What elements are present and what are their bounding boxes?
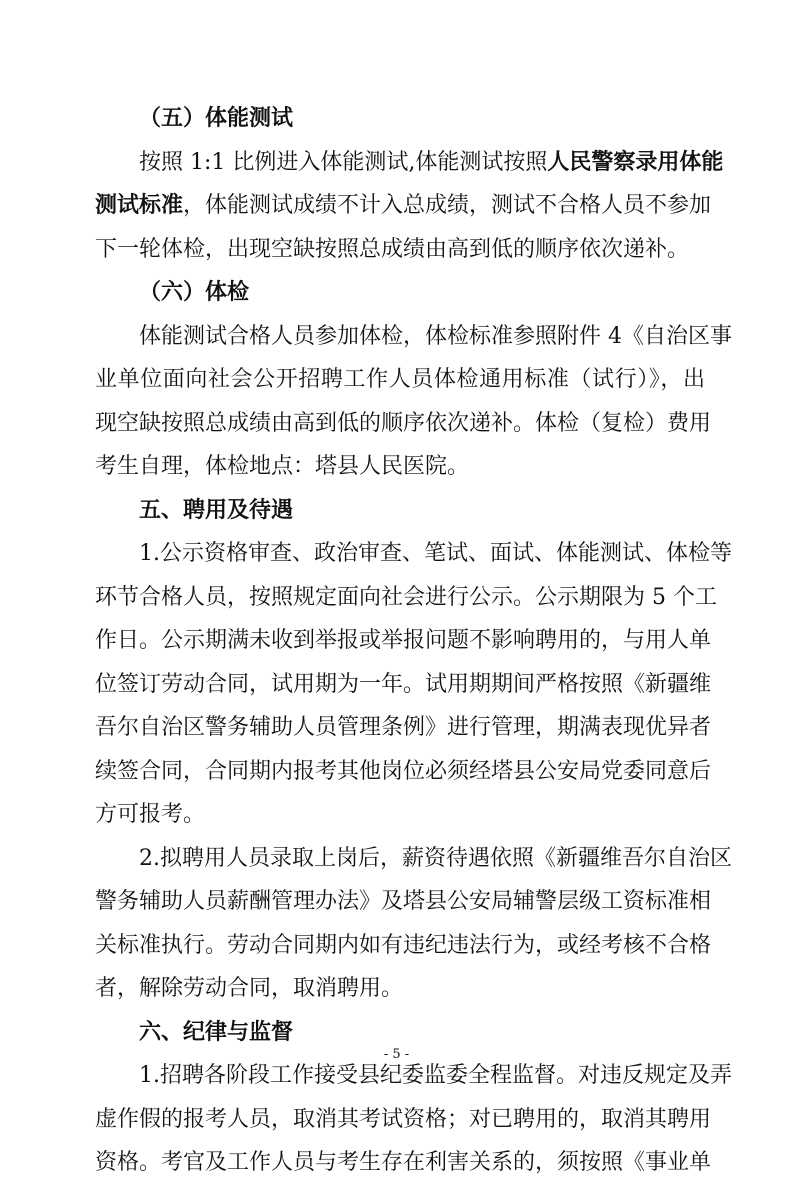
section-heading: 五、聘用及待遇 xyxy=(139,497,294,523)
paragraph-line: 关标准执行。劳动合同期内如有违纪违法行为，或经考核不合格 xyxy=(95,932,712,958)
paragraph-line: 虚作假的报考人员，取消其考试资格；对已聘用的，取消其聘用 xyxy=(95,1106,712,1132)
section-heading: 六、纪律与监督 xyxy=(139,1019,294,1045)
paragraph-line: 现空缺按照总成绩由高到低的顺序依次递补。体检（复检）费用 xyxy=(95,410,712,436)
paragraph-line: 环节合格人员，按照规定面向社会进行公示。公示期限为 5 个工 xyxy=(95,584,717,610)
paragraph-line: 考生自理，体检地点：塔县人民医院。 xyxy=(95,454,470,479)
paragraph-line: 吾尔自治区警务辅助人员管理条例》进行管理，期满表现优异者 xyxy=(95,715,712,740)
paragraph-line: 位签订劳动合同，试用期为一年。试用期期间严格按照《新疆维 xyxy=(95,671,712,697)
paragraph-line: 按照 1:1 比例进入体能测试,体能测试按照人民警察录用体能 xyxy=(139,149,724,175)
paragraph-line: 续签合同，合同期内报考其他岗位必须经塔县公安局党委同意后 xyxy=(95,758,712,784)
paragraph-line: 者，解除劳动合同，取消聘用。 xyxy=(95,976,404,1001)
section-heading: （五）体能测试 xyxy=(139,106,294,131)
paragraph-line: 下一轮体检，出现空缺按照总成绩由高到低的顺序依次递补。 xyxy=(95,236,690,262)
paragraph-line: 方可报考。 xyxy=(95,802,206,827)
paragraph-line: 测试标准，体能测试成绩不计入总成绩，测试不合格人员不参加 xyxy=(95,193,712,218)
paragraph-line: 1.招聘各阶段工作接受县纪委监委全程监督。对违反规定及弄 xyxy=(139,1063,732,1088)
page-number: - 5 - xyxy=(383,1047,410,1062)
paragraph-line: 2.拟聘用人员录取上岗后，薪资待遇依照《新疆维吾尔自治区 xyxy=(139,845,732,871)
paragraph-line: 警务辅助人员薪酬管理办法》及塔县公安局辅警层级工资标准相 xyxy=(95,889,712,914)
document-body xyxy=(95,103,732,1191)
paragraph-line: 业单位面向社会公开招聘工作人员体检通用标准（试行）》，出 xyxy=(95,367,705,392)
bold-text: 测试标准 xyxy=(95,193,184,218)
section-heading: （六）体检 xyxy=(139,280,250,305)
paragraph-line: 资格。考官及工作人员与考生存在利害关系的，须按照《事业单 xyxy=(95,1150,712,1175)
bold-text: 人民警察录用体能 xyxy=(547,149,724,175)
paragraph-line: 作日。公示期满未收到举报或举报问题不影响聘用的，与用人单 xyxy=(95,628,712,653)
paragraph-line: 1.公示资格审查、政治审查、笔试、面试、体能测试、体检等 xyxy=(139,541,732,566)
paragraph-line: 体能测试合格人员参加体检，体检标准参照附件 4《自治区事 xyxy=(139,323,732,349)
